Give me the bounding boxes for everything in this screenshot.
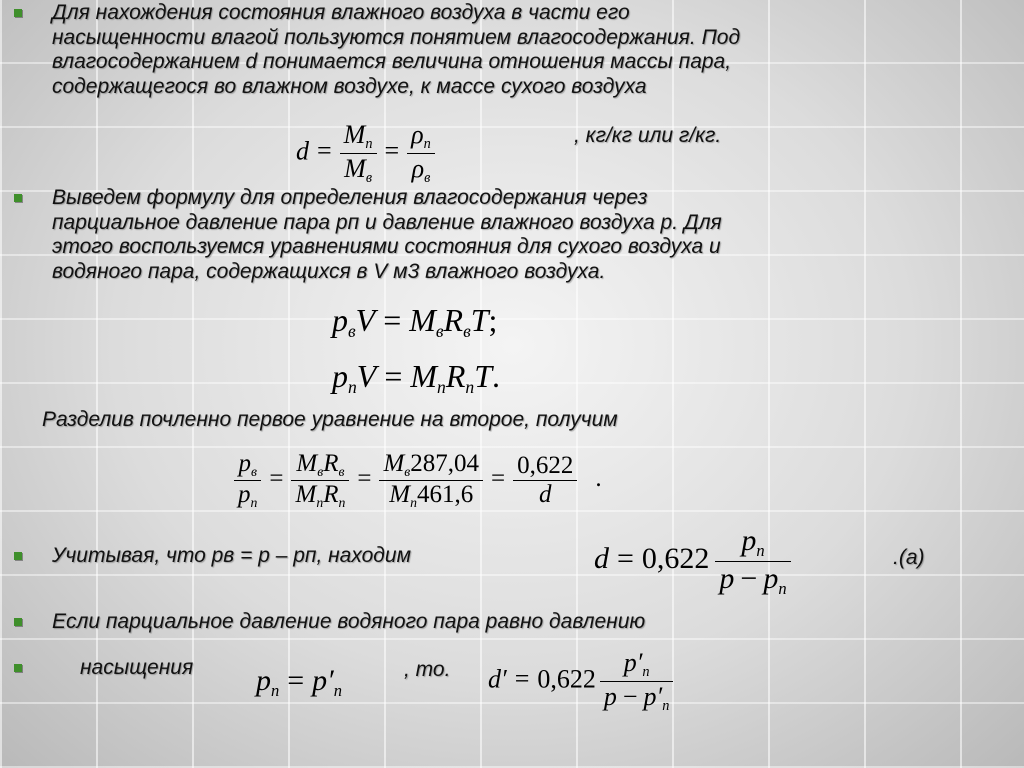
p1-line-3: влагосодержанием d понимается величина отношения массы пара, xyxy=(52,50,732,73)
f1-frac-mass xyxy=(340,120,377,187)
f1-sub-v1: в xyxy=(365,170,373,186)
f1-sub-n1: п xyxy=(365,136,373,152)
f1-d: d xyxy=(296,136,309,166)
bullet-2 xyxy=(14,194,22,202)
f5-frac xyxy=(715,524,790,599)
f4-M3: M xyxy=(383,450,405,477)
f4-sub-v4: в xyxy=(404,463,411,479)
formula-dry-air-state xyxy=(332,302,497,342)
f3-eq: = xyxy=(384,358,403,394)
p1-line-4: содержащегося во влажном воздухе, к массе сухого воздуха xyxy=(52,74,647,98)
formula-vapor-state xyxy=(332,358,500,398)
f6-p: p xyxy=(256,664,271,697)
f2-eq: = xyxy=(383,302,402,338)
f4-c1: 287,04 xyxy=(410,450,479,477)
f3-p: p xyxy=(332,358,348,394)
f4-sub-v3: в xyxy=(338,463,345,479)
f4-frac-constants xyxy=(379,450,483,511)
f1-M2: M xyxy=(344,154,366,183)
f6-prime: p′ xyxy=(312,664,334,697)
f5-sub-n2: n xyxy=(778,578,787,598)
f4-p1: p xyxy=(238,450,251,477)
f6-eq: = xyxy=(287,664,305,697)
formula-d xyxy=(594,524,791,599)
f7-d: d′ xyxy=(488,664,507,694)
f5-d: d xyxy=(594,542,609,576)
f1-sub-n2: п xyxy=(423,136,431,152)
f5-k: 0,622 xyxy=(641,542,710,576)
f6-sub-n1: n xyxy=(271,680,280,700)
f7-k: 0,622 xyxy=(537,664,596,694)
f4-eq1: = xyxy=(269,465,284,493)
f2-T: T xyxy=(470,302,489,338)
f5-p3: p xyxy=(763,561,779,595)
f4-eq3: = xyxy=(491,465,506,493)
f1-sub-v2: в xyxy=(424,170,431,186)
formula-saturation xyxy=(256,664,342,701)
f4-c3: 0,622 xyxy=(513,452,577,481)
f3-T: T xyxy=(474,358,492,394)
f4-sub-n2: n xyxy=(316,494,324,510)
f5-sub-n1: n xyxy=(756,540,765,560)
f4-sub-v1: в xyxy=(250,463,257,479)
f1-eq2: = xyxy=(384,136,400,166)
f4-frac-mr xyxy=(291,450,349,511)
f3-M: M xyxy=(410,358,438,394)
f3-sub-n3: n xyxy=(465,377,475,398)
f1-frac-density xyxy=(407,120,435,187)
bullet-4 xyxy=(14,618,22,626)
f7-prime1: p′ xyxy=(623,648,643,677)
f4-M2: M xyxy=(295,480,317,508)
formula-ratio xyxy=(234,450,602,511)
f4-frac-result xyxy=(513,452,577,509)
f4-sub-v2: в xyxy=(317,463,324,479)
f4-d: d xyxy=(538,480,552,508)
f7-prime2: p′ xyxy=(643,682,663,711)
paragraph-3: Разделив почленно первое уравнение на второе, получим xyxy=(42,408,618,431)
f2-sub-v2: в xyxy=(435,321,444,342)
p2-line-2: парциальное давление пара рп и давление влажного воздуха р. Для xyxy=(52,210,722,234)
paragraph-6: насыщения xyxy=(80,656,194,679)
f1-eq1: = xyxy=(317,136,332,166)
paragraph-4: Учитывая, что рв = р – рп, находим xyxy=(52,544,411,567)
unit-text: , кг/кг или г/кг. xyxy=(574,124,722,147)
f5-eq: = xyxy=(617,542,634,576)
f1-rho2: ρ xyxy=(411,154,425,183)
f2-p: p xyxy=(332,302,348,338)
f4-sub-n4: n xyxy=(410,494,417,510)
f6-sub-n2: n xyxy=(333,680,342,700)
formula-moisture-content xyxy=(296,120,435,187)
f7-sub-n1: n xyxy=(642,664,650,680)
f3-end: . xyxy=(491,358,500,394)
f5-p1: p xyxy=(741,524,757,557)
f4-R1: R xyxy=(323,450,339,477)
f2-R: R xyxy=(443,302,464,338)
p2-line-1: Выведем формулу для определения влагосодержания через xyxy=(52,186,648,209)
bullet-5 xyxy=(14,664,22,672)
f2-sub-v3: в xyxy=(463,321,471,342)
f1-rho1: ρ xyxy=(411,120,424,149)
f7-frac xyxy=(600,648,674,715)
p1-line-1: Для нахождения состояния влажного воздуха в части его xyxy=(52,1,630,24)
f7-sub-n2: n xyxy=(662,698,670,714)
f4-R2: R xyxy=(323,480,339,508)
bullet-1 xyxy=(14,9,22,17)
f5-minus: − xyxy=(740,561,758,595)
f4-c2: 461,6 xyxy=(416,480,474,508)
formula-label-a: .(а) xyxy=(893,546,925,569)
f7-eq: = xyxy=(514,664,530,694)
paragraph-2 xyxy=(52,186,722,284)
f2-V: V xyxy=(355,302,376,338)
f3-sub-n1: n xyxy=(348,377,357,398)
f4-end: . xyxy=(595,465,602,493)
f7-minus: − xyxy=(622,682,638,711)
f1-M1: M xyxy=(343,120,366,149)
p1-line-2: насыщенности влагой пользуются понятием влагосодержания. Под xyxy=(52,25,741,49)
f3-V: V xyxy=(356,358,377,394)
f4-M4: M xyxy=(389,480,411,508)
p2-line-4: водяного пара, содержащихся в V м3 влажного воздуха. xyxy=(52,259,606,283)
f5-p2: p xyxy=(719,561,735,595)
paragraph-1 xyxy=(52,1,740,99)
bullet-3 xyxy=(14,552,22,560)
f7-p: p xyxy=(603,682,617,711)
f2-M: M xyxy=(409,302,436,338)
f3-sub-n2: n xyxy=(437,377,446,398)
f4-frac-pressure xyxy=(234,450,261,511)
f3-R: R xyxy=(445,358,466,394)
f4-sub-n3: n xyxy=(338,494,346,510)
paragraph-6-tail: , то. xyxy=(404,658,451,681)
f4-M1: M xyxy=(296,450,318,477)
formula-d-prime xyxy=(488,648,673,715)
f2-sub-v1: в xyxy=(348,321,356,342)
f4-p2: p xyxy=(238,480,251,508)
f4-sub-n1: n xyxy=(250,494,258,510)
paragraph-5: Если парциальное давление водяного пара равно давлению xyxy=(52,610,646,633)
f4-eq2: = xyxy=(357,465,372,493)
p2-line-3: этого воспользуемся уравнениями состояния для сухого воздуха и xyxy=(52,235,721,258)
f2-end: ; xyxy=(488,302,498,338)
